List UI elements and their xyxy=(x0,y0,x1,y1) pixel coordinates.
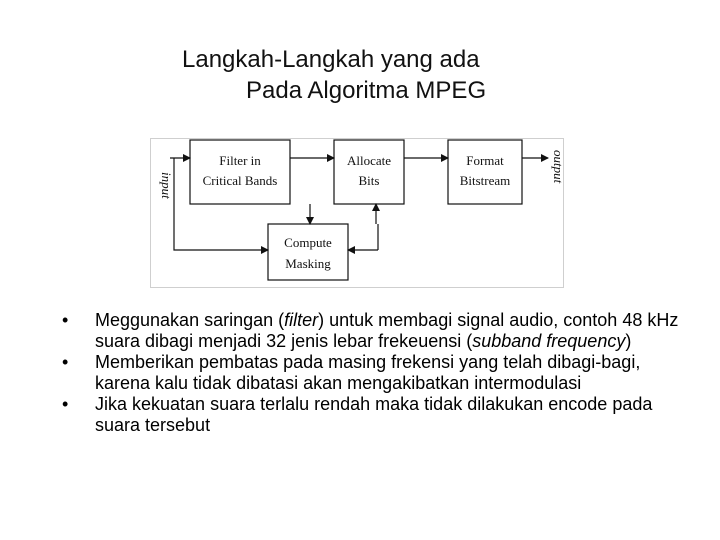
input-label: input xyxy=(159,172,174,199)
compute-block-line2: Masking xyxy=(285,256,331,271)
filter-block xyxy=(190,140,290,204)
bullet-dot: • xyxy=(62,352,69,372)
slide-title-line2: Pada Algoritma MPEG xyxy=(246,77,487,104)
slide-title xyxy=(150,44,570,106)
allocate-block-line2: Bits xyxy=(358,173,380,188)
bullet-3-text: Jika kekuatan suara terlalu rendah maka tidak dilakukan encode pada suara tersebut xyxy=(95,394,653,435)
bullet-item-2 xyxy=(62,352,682,394)
bullet-2-text: Memberikan pembatas pada masing frekensi yang telah dibagi-bagi, karena kalu tidak dibatasi akan mengakibatkan intermodulasi xyxy=(95,352,641,393)
filter-block-line2: Critical Bands xyxy=(202,173,278,188)
bullet-1-text-a: Meggunakan saringan ( xyxy=(95,310,285,330)
bullet-list xyxy=(62,310,682,436)
format-block-line1: Format xyxy=(466,153,504,168)
bullet-1-filter-term: filter xyxy=(284,310,319,330)
format-block-line2: Bitstream xyxy=(459,173,511,188)
filter-block-line1: Filter in xyxy=(219,153,261,168)
allocate-block xyxy=(334,140,404,204)
bullet-dot: • xyxy=(62,394,69,414)
bullet-1-subband-term: subband frequency xyxy=(472,331,626,351)
bullet-1-text-b: ) untuk membagi signal audio, contoh 48 kHz suara dibagi menjadi 32 jenis lebar frekeuensi ( xyxy=(95,310,679,351)
allocate-block-line1: Allocate xyxy=(346,153,392,168)
bullet-item-3 xyxy=(62,394,682,436)
slide-title-line1: Langkah-Langkah yang ada xyxy=(182,46,480,73)
compute-block xyxy=(268,224,348,280)
bullet-1-text-c: ) xyxy=(625,331,632,351)
mpeg-block-diagram xyxy=(150,138,564,288)
output-label: output xyxy=(551,150,566,184)
bullet-dot: • xyxy=(62,310,69,330)
compute-block-line1: Compute xyxy=(284,235,332,250)
format-block xyxy=(448,140,522,204)
bullet-item-1 xyxy=(62,310,682,352)
